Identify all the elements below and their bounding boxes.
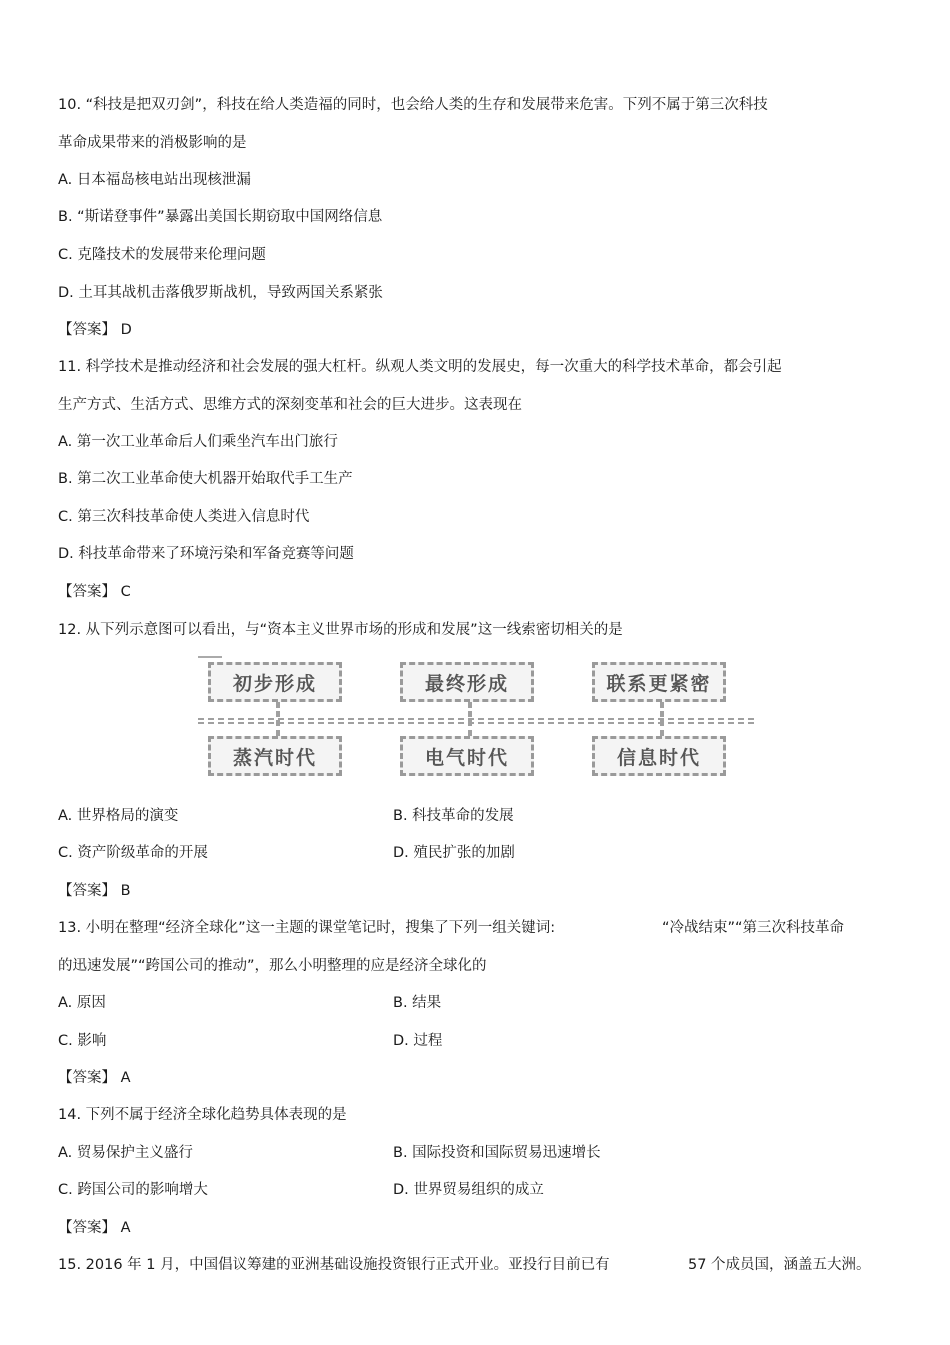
diagram-box-electric-age: 电气时代 xyxy=(400,736,534,776)
question-10-option-a: A. 日本福岛核电站出现核泄漏 xyxy=(58,172,251,188)
question-13-option-d: D. 过程 xyxy=(393,1033,443,1049)
question-14-option-d: D. 世界贸易组织的成立 xyxy=(393,1182,544,1198)
timeline-axis xyxy=(198,718,754,724)
question-10-answer: 【答案】 D xyxy=(58,322,132,338)
question-13-option-a: A. 原因 xyxy=(58,995,106,1011)
diagram-corner-mark xyxy=(198,656,222,658)
question-11-option-b: B. 第二次工业革命使大机器开始取代手工生产 xyxy=(58,471,353,487)
question-14-answer: 【答案】 A xyxy=(58,1220,131,1236)
question-11-answer: 【答案】 C xyxy=(58,584,131,600)
question-10-option-c: C. 克隆技术的发展带来伦理问题 xyxy=(58,247,266,263)
question-13-stem-line2: 的迅速发展”“跨国公司的推动”，那么小明整理的应是经济全球化的 xyxy=(58,958,487,974)
question-15-stem-part2: 57 个成员国，涵盖五大洲。 xyxy=(688,1257,871,1273)
question-13-stem-line1: 13. 小明在整理“经济全球化”这一主题的课堂笔记时，搜集了下列一组关键词: xyxy=(58,920,556,936)
question-10-option-d: D. 土耳其战机击落俄罗斯战机，导致两国关系紧张 xyxy=(58,285,383,301)
diagram-box-final-formation: 最终形成 xyxy=(400,662,534,702)
question-14-option-b: B. 国际投资和国际贸易迅速增长 xyxy=(393,1145,601,1161)
question-13-option-c: C. 影响 xyxy=(58,1033,107,1049)
question-12-option-d: D. 殖民扩张的加剧 xyxy=(393,845,515,861)
question-10-stem-line1: 10. “科技是把双刃剑”，科技在给人类造福的同时，也会给人类的生存和发展带来危害。下列不属于第三次科技 xyxy=(58,97,768,113)
question-11-option-a: A. 第一次工业革命后人们乘坐汽车出门旅行 xyxy=(58,434,338,450)
diagram-box-steam-age: 蒸汽时代 xyxy=(208,736,342,776)
question-15-stem-part1: 15. 2016 年 1 月，中国倡议筹建的亚洲基础设施投资银行正式开业。亚投行目前已有 xyxy=(58,1257,610,1273)
diagram-box-information-age: 信息时代 xyxy=(592,736,726,776)
diagram-box-closer-ties: 联系更紧密 xyxy=(592,662,726,702)
question-10-stem-line2: 革命成果带来的消极影响的是 xyxy=(58,135,247,151)
question-12-option-a: A. 世界格局的演变 xyxy=(58,808,179,824)
question-11-option-c: C. 第三次科技革命使人类进入信息时代 xyxy=(58,509,310,525)
diagram-box-initial-formation: 初步形成 xyxy=(208,662,342,702)
question-14-option-c: C. 跨国公司的影响增大 xyxy=(58,1182,208,1198)
question-13-option-b: B. 结果 xyxy=(393,995,442,1011)
question-12-answer: 【答案】 B xyxy=(58,883,131,899)
question-12-option-b: B. 科技革命的发展 xyxy=(393,808,514,824)
question-10-option-b: B. “斯诺登事件”暴露出美国长期窃取中国网络信息 xyxy=(58,209,383,225)
question-13-keywords: “冷战结束”“第三次科技革命 xyxy=(662,920,845,936)
question-11-stem-line1: 11. 科学技术是推动经济和社会发展的强大杠杆。纵观人类文明的发展史，每一次重大的科学技术革命，都会引起 xyxy=(58,359,782,375)
question-12-stem: 12. 从下列示意图可以看出，与“资本主义世界市场的形成和发展”这一线索密切相关的是 xyxy=(58,622,623,638)
question-12-option-c: C. 资产阶级革命的开展 xyxy=(58,845,208,861)
question-14-stem: 14. 下列不属于经济全球化趋势具体表现的是 xyxy=(58,1107,347,1123)
question-13-answer: 【答案】 A xyxy=(58,1070,131,1086)
timeline-diagram xyxy=(198,656,754,790)
question-11-option-d: D. 科技革命带来了环境污染和军备竞赛等问题 xyxy=(58,546,354,562)
question-11-stem-line2: 生产方式、生活方式、思维方式的深刻变革和社会的巨大进步。这表现在 xyxy=(58,397,522,413)
question-14-option-a: A. 贸易保护主义盛行 xyxy=(58,1145,193,1161)
